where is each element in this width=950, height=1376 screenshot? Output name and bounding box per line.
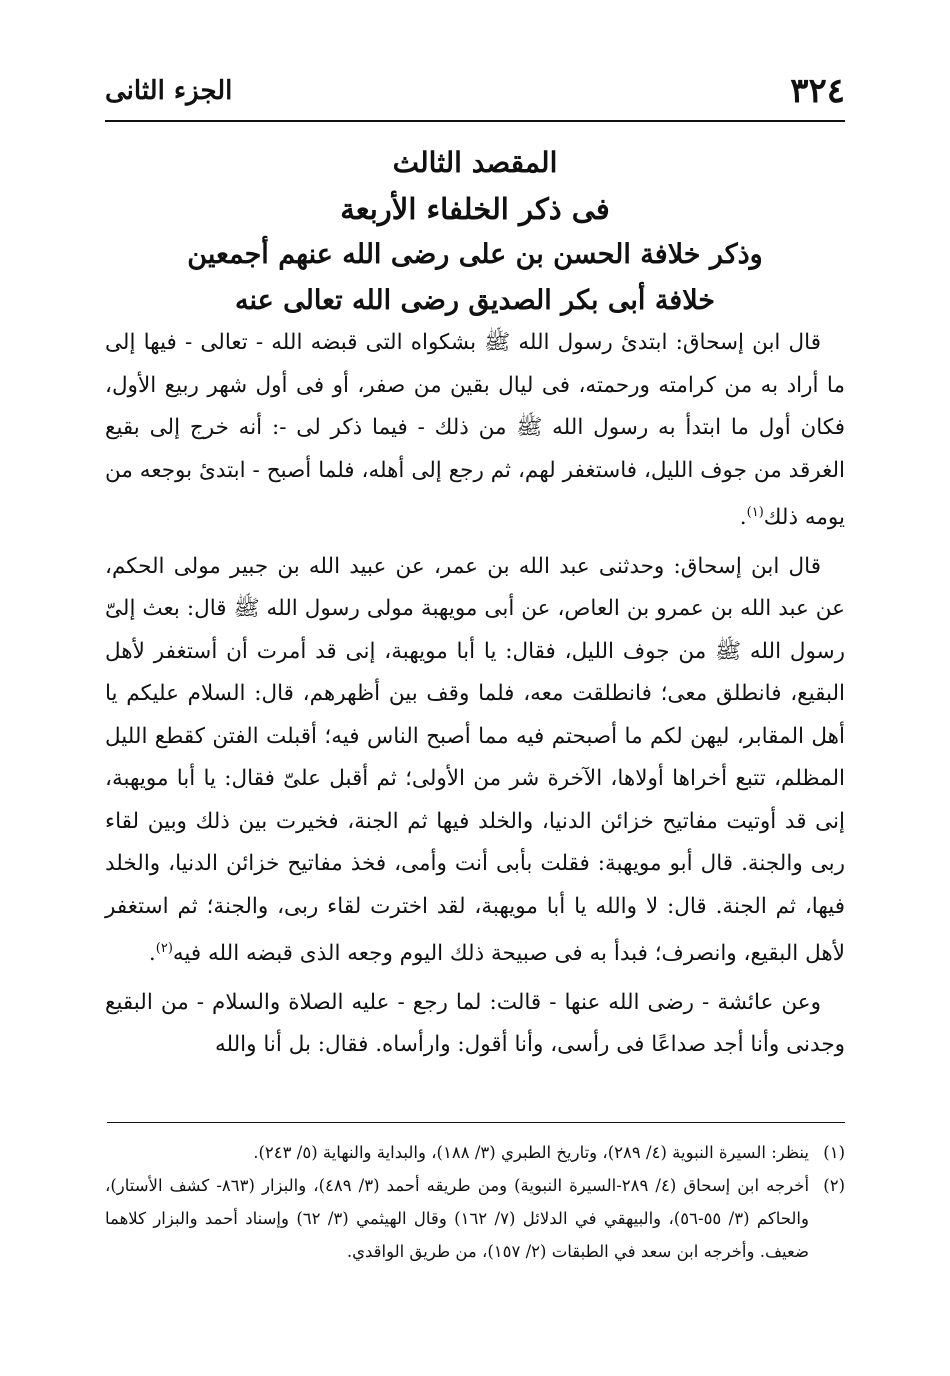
chapter-titles [105,140,845,324]
section-title: المقصد الثالث [392,146,558,179]
page-number: ٣٢٤ [790,71,845,111]
running-head: الجزء الثانى [105,76,233,106]
footnote-text: ينظر: السيرة النبوية (٤/ ٢٨٩)، وتاريخ الطبري (٣/ ١٨٨)، والبداية والنهاية (٥/ ٢٤٣). [253,1143,809,1162]
footnotes [105,1136,845,1268]
paragraph-text: قال ابن إسحاق: وحدثنى عبد الله بن عمر، عن عبيد الله بن جبير مولى الحكم، عن عبد الله بن عمرو بن العاص، عن أبى مويهبة مولى رسول الله ﷺ قال: بعث إلىّ رسول الله ﷺ من جوف الليل، فقال: يا أبا مويهبة، إنى قد أمرت أن أستغفر لأهل البقيع، فانطلق معى؛ فانطلقت معه، فلما وقف بين أظهرهم، قال: السلام عليكم يا أهل المقابر، ليهن لكم ما أصبحتم فيه مما أصبح الناس فيه؛ أقبلت الفتن كقطع الليل المظلم، تتبع أخراها أولاها، الآخرة شر من الأولى؛ ثم أقبل علىّ فقال: يا أبا مويهبة، إنى قد أوتيت مفاتيح خزائن الدنيا، والخلد فيها ثم الجنة، فخيرت بين ذلك وبين لقاء ربى والجنة. قال أبو مويهبة: فقلت بأبى أنت وأمى، فخذ مفاتيح خزائن الدنيا، والخلد فيها، ثم الجنة. قال: لا والله يا أبا مويهبة، لقد اخترت لقاء ربى، والجنة؛ ثم استغفر لأهل البقيع، وانصرف؛ فبدأ به فى صبيحة ذلك اليوم وجعه الذى قبضه الله فيه [105,553,845,967]
body-text [105,322,845,1073]
chapter-title: فى ذكر الخلفاء الأربعة [340,192,610,226]
paragraph-text: وعن عائشة - رضى الله عنها - قالت: لما رجع - عليه الصلاة والسلام - من البقيع وجدنى وأنا أجد صداعًا فى رأسى، وأنا أقول: وارأساه. فقال: بل أنا والله [105,989,845,1058]
footnote-item [105,1136,845,1169]
paragraph [105,982,845,1067]
footnote-divider [107,1122,845,1123]
page-header [105,62,845,122]
footnote-ref[interactable]: (١) [746,505,764,520]
paragraph: قال ابن إسحاق: وحدثنى عبد الله بن عمر، عن عبيد الله بن جبير مولى الحكم، عن عبد الله بن عمرو بن العاص، عن أبى مويهبة مولى رسول الله ﷺ قال: بعث إلىّ رسول الله ﷺ من جوف الليل، فقال: يا أبا مويهبة، إنى قد أمرت أن أستغفر لأهل البقيع، فانطلق معى؛ فانطلقت معه، فلما وقف بين أظهرهم، قال: السلام عليكم يا أهل المقابر، ليهن لكم ما أصبحتم فيه مما أصبح الناس فيه؛ أقبلت الفتن كقطع الليل المظلم، تتبع أخراها أولاها، الآخرة شر من الأولى؛ ثم أقبل علىّ فقال: يا أبا مويهبة، إنى قد أوتيت مفاتيح خزائن الدنيا، والخلد فيها ثم الجنة، فخيرت بين ذلك وبين لقاء ربى والجنة. قال أبو مويهبة: فقلت بأبى أنت وأمى، فخذ مفاتيح خزائن الدنيا، والخلد فيها، ثم الجنة. قال: لا والله يا أبا مويهبة، لقد اخترت لقاء ربى، والجنة؛ ثم استغفر لأهل البقيع، وانصرف؛ فبدأ به فى صبيحة ذلك اليوم وجعه الذى قبضه الله فيه$^{(٢)}$. [105,553,845,967]
footnote-number: (٢) [823,1176,845,1195]
paragraph: قال ابن إسحاق: ابتدئ رسول الله ﷺ بشكواه التى قبضه الله - تعالى - فيها إلى ما أراد به من كرامته ورحمته، فى ليال بقين من صفر، أو فى أول شهر ربيع الأول، فكان أول ما ابتدأ به رسول الله ﷺ من ذلك - فيما ذكر لى -: أنه خرج إلى بقيع الغرقد من جوف الليل، فاستغفر لهم، ثم رجع إلى أهله، فلما أصبح - ابتدئ بوجعه من يومه ذلك$^{(١)}$. [105,330,845,531]
footnote-number: (١) [823,1143,845,1162]
footnote-ref[interactable]: (٢) [155,941,173,957]
footnote-text: أخرجه ابن إسحاق (٤/ ٢٨٩-السيرة النبوية) ومن طريقه أحمد (٣/ ٤٨٩)، والبزار (٨٦٣- كشف الأستار)، والحاكم (٣/ ٥٥-٥٦)، والبيهقي في الدلائل (٧/ ١٦٢) وقال الهيثمي (٣/ ٦٢) وإسناد أحمد والبزار كلاهما ضعيف. وأخرجه ابن سعد في الطبقات (٢/ ١٥٧)، من طريق الواقدي. [105,1176,810,1261]
footnote-item [105,1169,845,1268]
chapter-subtitle: وذكر خلافة الحسن بن على رضى الله عنهم أجمعين [187,239,763,270]
paragraph-text: قال ابن إسحاق: ابتدئ رسول الله ﷺ بشكواه التى قبضه الله - تعالى - فيها إلى ما أراد به من كرامته ورحمته، فى ليال بقين من صفر، أو فى أول شهر ربيع الأول، فكان أول ما ابتدأ به رسول الله ﷺ من ذلك - فيما ذكر لى -: أنه خرج إلى بقيع الغرقد من جوف الليل، فاستغفر لهم، ثم رجع إلى أهله، فلما أصبح - ابتدئ بوجعه من يومه ذلك [105,330,845,531]
subsection-title: خلافة أبى بكر الصديق رضى الله تعالى عنه [234,285,715,316]
